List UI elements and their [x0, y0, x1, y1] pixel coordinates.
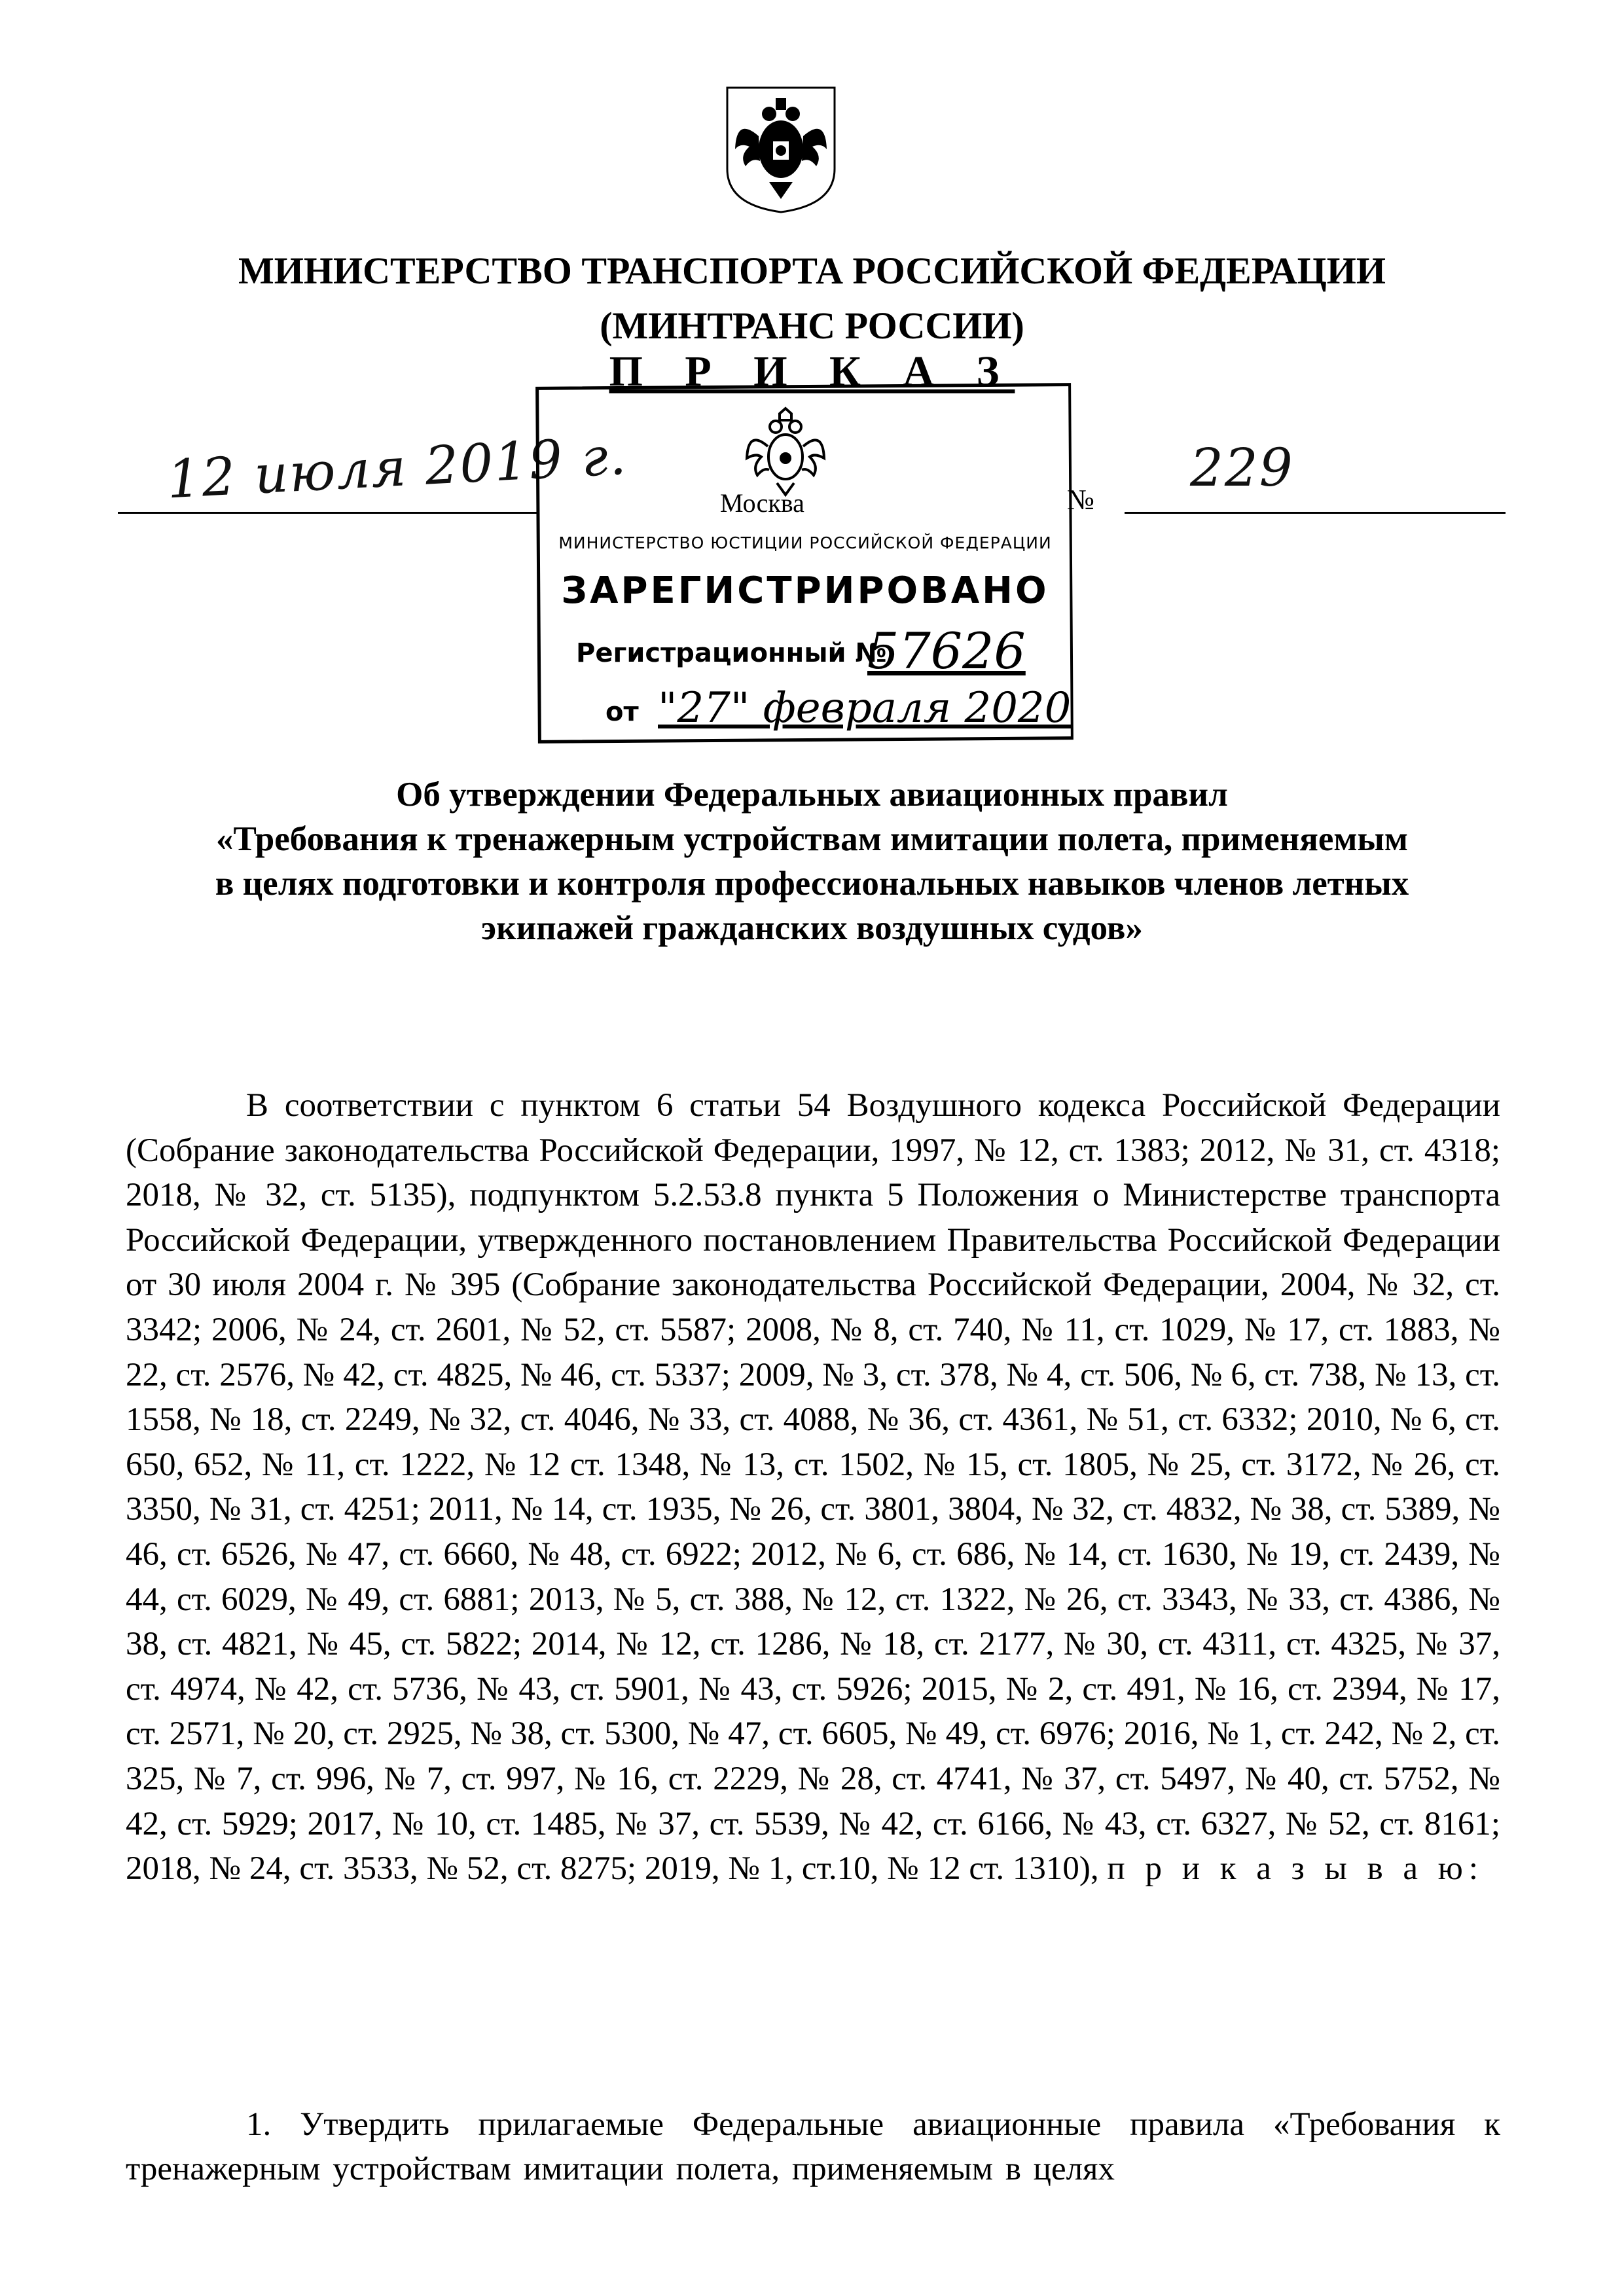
order-number: 229 — [1190, 437, 1294, 498]
date-underline — [118, 512, 537, 514]
order-number-label: № — [1067, 484, 1094, 516]
title-line: экипажей гражданских воздушных судов» — [481, 909, 1143, 947]
stamp-emblem-icon — [736, 406, 835, 497]
ministry-name: МИНИСТЕРСТВО ТРАНСПОРТА РОССИЙСКОЙ ФЕДЕРАЦИИ — [238, 249, 1386, 292]
order-item-1: 1. Утвердить прилагаемые Федеральные авиационные правила «Требования к тренажерным устройствам имитации полета, применяемым в целях — [126, 2106, 1500, 2187]
stamp-date-label: от — [605, 697, 639, 727]
stamp-registration-number-label: Регистрационный № — [576, 638, 887, 668]
state-emblem-icon — [723, 84, 839, 215]
order-place: Москва — [720, 488, 804, 518]
document-type: П Р И К А З — [609, 348, 1015, 395]
order-date: 12 июля 2019 г. — [166, 425, 629, 511]
preamble-paragraph — [126, 1083, 1500, 1892]
preamble-text: В соответствии с пунктом 6 статьи 54 Воздушного кодекса Российской Федерации (Собрание законодательства Российской Федерации, 1997, № 12, ст. 1383; 2012, № 31, ст. 4318; 2018, № 32, ст. 5135), подпунктом 5.2.53.8 пункта 5 Положения о Министерстве транспорта Российской Федерации, утвержденного постановлением Правительства Российской Федерации от 30 июля 2004 г. № 395 (Собрание законодательства Российской Федерации, 2004, № 32, ст. 3342; 2006, № 24, ст. 2601, № 52, ст. 5587; 2008, № 8, ст. 740, № 11, ст. 1029, № 17, ст. 1883, № 22, ст. 2576, № 42, ст. 4825, № 46, ст. 5337; 2009, № 3, ст. 378, № 4, ст. 506, № 6, ст. 738, № 13, ст. 1558, № 18, ст. 2249, № 32, ст. 4046, № 33, ст. 4088, № 36, ст. 4361, № 51, ст. 6332; 2010, № 6, ст. 650, 652, № 11, ст. 1222, № 12 ст. 1348, № 13, ст. 1502, № 15, ст. 1805, № 25, ст. 3172, № 26, ст. 3350, № 31, ст. 4251; 2011, № 14, ст. 1935, № 26, ст. 3801, 3804, № 32, ст. 4832, № 38, ст. 5389, № 46, ст. 6526, № 47, ст. 6660, № 48, ст. 6922; 2012, № 6, ст. 686, № 14, ст. 1630, № 19, ст. 2439, № 44, ст. 6029, № 49, ст. 6881; 2013, № 5, ст. 388, № 12, ст. 1322, № 26, ст. 3343, № 33, ст. 4386, № 38, ст. 4821, № 45, ст. 5822; 2014, № 12, ст. 1286, № 18, ст. 2177, № 30, ст. 4311, ст. 4325, № 37, ст. 4974, № 42, ст. 5736, № 43, ст. 5901, № 43, ст. 5926; 2015, № 2, ст. 491, № 16, ст. 2394, № 17, ст. 2571, № 20, ст. 2925, № 38, ст. 5300, № 47, ст. 6605, № 49, ст. 6976; 2016, № 1, ст. 242, № 2, ст. 325, № 7, ст. 996, № 7, ст. 997, № 16, ст. 2229, № 28, ст. 4741, № 37, ст. 5497, № 40, ст. 5752, № 42, ст. 5929; 2017, № 10, ст. 1485, № 37, ст. 5539, № 42, ст. 6166, № 43, ст. 6327, № 52, ст. 8161; 2018, № 24, ст. 3533, № 52, ст. 8275; 2019, № 1, ст.10, № 12 ст. 1310), — [126, 1087, 1500, 1888]
title-line: «Требования к тренажерным устройствам имитации полета, применяемым — [215, 820, 1409, 858]
ministry-short-name: (МИНТРАНС РОССИИ) — [600, 304, 1024, 347]
title-line: в целях подготовки и контроля профессиональных навыков членов летных — [215, 865, 1409, 903]
stamp-registered-label: ЗАРЕГИСТРИРОВАНО — [561, 569, 1049, 612]
ministry-header — [0, 243, 1624, 353]
number-underline — [1125, 512, 1506, 514]
document-title — [98, 772, 1526, 950]
title-line: Об утверждении Федеральных авиационных правил — [396, 776, 1228, 814]
stamp-date: "27" февраля 2020 — [658, 684, 1072, 732]
order-verb: п р и к а з ы в а ю: — [1107, 1850, 1485, 1888]
stamp-organization: МИНИСТЕРСТВО ЮСТИЦИИ РОССИЙСКОЙ ФЕДЕРАЦИИ — [558, 533, 1052, 552]
stamp-registration-number: 57626 — [867, 622, 1026, 680]
